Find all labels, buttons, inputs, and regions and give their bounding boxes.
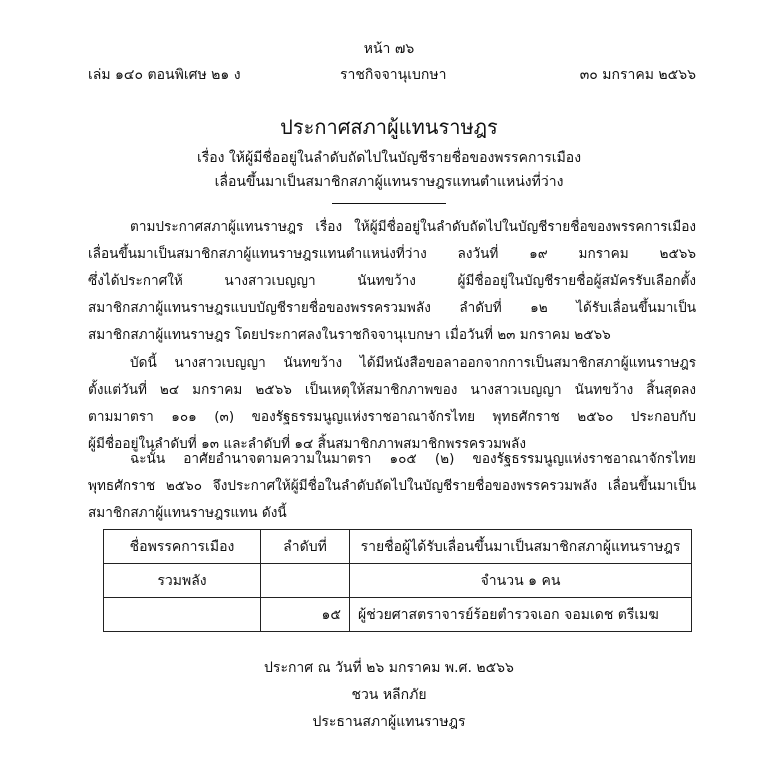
table-row — [104, 564, 692, 598]
order-cell — [261, 564, 350, 598]
text-line: ตามประกาศสภาผู้แทนราษฎร เรื่อง ให้ผู้มีชื่ออยู่ในลำดับถัดไปในบัญชีรายชื่อของพรรคการเมือง — [130, 219, 696, 235]
promotion-table — [103, 529, 692, 632]
text-line: สมาชิกสภาผู้แทนราษฎรแทน ดังนี้ — [88, 505, 287, 521]
volume-issue: เล่ม ๑๔๐ ตอนพิเศษ ๒๑ ง — [88, 67, 241, 83]
table-header-row — [104, 530, 692, 564]
column-header-order: ลำดับที่ — [261, 530, 350, 564]
paragraph-2 — [88, 350, 696, 458]
title-divider — [332, 203, 446, 204]
name-cell: ผู้ช่วยศาสตราจารย์ร้อยตำรวจเอก จอมเดช ตรีเมฆ — [350, 598, 692, 632]
signatory-name: ชวน หลีกภัย — [351, 687, 427, 703]
text-line: ฉะนั้น อาศัยอำนาจตามความในมาตรา ๑๐๕ (๒) ของรัฐธรรมนูญแห่งราชอาณาจักรไทย — [130, 451, 696, 467]
table-row — [104, 598, 692, 632]
text-line: บัดนี้ นางสาวเบญญา นันทขว้าง ได้มีหนังสือขอลาออกจากการเป็นสมาชิกสภาผู้แทนราษฎร — [130, 355, 696, 371]
signatory-position: ประธานสภาผู้แทนราษฎร — [312, 714, 466, 730]
announce-date: ประกาศ ณ วันที่ ๒๖ มกราคม พ.ศ. ๒๕๖๖ — [264, 660, 514, 676]
party-cell: รวมพลัง — [104, 564, 261, 598]
announcement-subject — [0, 146, 778, 194]
text-line: ซึ่งได้ประกาศให้ นางสาวเบญญา นันทขว้าง ผู้มีชื่ออยู่ในบัญชีรายชื่อผู้สมัครรับเลือกตั้ง — [88, 273, 696, 289]
text-line: ตามมาตรา ๑๐๑ (๓) ของรัฐธรรมนูญแห่งราชอาณาจักรไทย พุทธศักราช ๒๕๖๐ ประกอบกับ — [88, 409, 696, 425]
subject-line: เลื่อนขึ้นมาเป็นสมาชิกสภาผู้แทนราษฎรแทนตำแหน่งที่ว่าง — [214, 174, 564, 190]
text-line: ตั้งแต่วันที่ ๒๔ มกราคม ๒๕๖๖ เป็นเหตุให้สมาชิกภาพของ นางสาวเบญญา นันทขว้าง สิ้นสุดลง — [88, 382, 696, 398]
party-cell — [104, 598, 261, 632]
gazette-date: ๓๐ มกราคม ๒๕๖๖ — [579, 67, 696, 83]
order-cell: ๑๕ — [261, 598, 350, 632]
paragraph-1 — [88, 214, 696, 349]
text-line: สมาชิกสภาผู้แทนราษฎรแบบบัญชีรายชื่อของพรรครวมพลัง ลำดับที่ ๑๒ ได้รับเลื่อนขึ้นมาเป็น — [88, 300, 696, 316]
announcement-title: ประกาศสภาผู้แทนราษฎร — [280, 115, 498, 139]
text-line: เลื่อนขึ้นมาเป็นสมาชิกสภาผู้แทนราษฎรแทนตำแหน่งที่ว่าง ลงวันที่ ๑๙ มกราคม ๒๕๖๖ — [88, 246, 696, 262]
subject-line: เรื่อง ให้ผู้มีชื่ออยู่ในลำดับถัดไปในบัญชีรายชื่อของพรรคการเมือง — [196, 150, 582, 166]
paragraph-3 — [88, 446, 696, 527]
text-line: สมาชิกสภาผู้แทนราษฎร โดยประกาศลงในราชกิจจานุเบกษา เมื่อวันที่ ๒๓ มกราคม ๒๕๖๖ — [88, 327, 611, 343]
text-line: ผู้มีชื่ออยู่ในลำดับที่ ๑๓ และลำดับที่ ๑๔ สิ้นสมาชิกภาพสมาชิกพรรครวมพลัง — [88, 436, 526, 452]
page-number: หน้า ๗๖ — [363, 41, 415, 57]
gazette-name: ราชกิจจานุเบกษา — [340, 67, 447, 83]
column-header-name: รายชื่อผู้ได้รับเลื่อนขึ้นมาเป็นสมาชิกสภาผู้แทนราษฎร — [350, 530, 692, 564]
name-cell: จำนวน ๑ คน — [350, 564, 692, 598]
column-header-party: ชื่อพรรคการเมือง — [104, 530, 261, 564]
text-line: พุทธศักราช ๒๕๖๐ จึงประกาศให้ผู้มีชื่อในลำดับถัดไปในบัญชีรายชื่อของพรรครวมพลัง เลื่อนขึ้นมาเป็น — [88, 478, 696, 494]
